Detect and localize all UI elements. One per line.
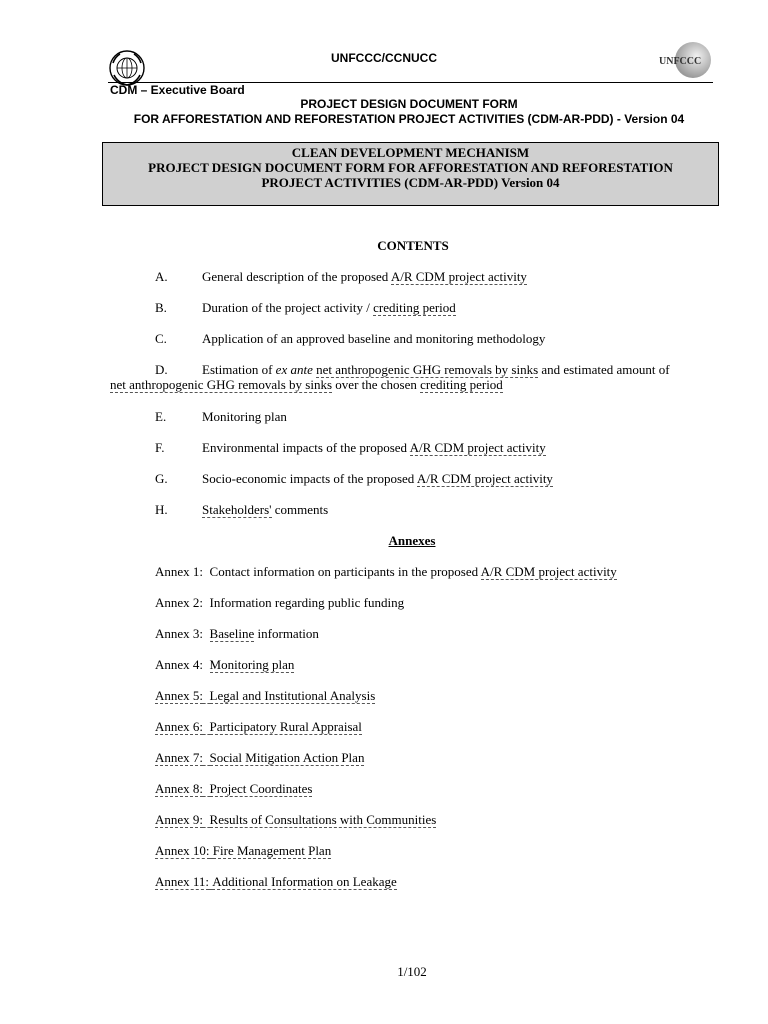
annex-item-10[interactable] <box>155 843 331 859</box>
toc-letter: E. <box>155 409 167 424</box>
contents-heading: CONTENTS <box>377 238 449 253</box>
annex-item-1[interactable]: Annex 1: Contact information on participants in the proposed A/R CDM project activity <box>155 564 617 579</box>
unfccc-globe-logo <box>655 40 715 80</box>
annex-item-2[interactable]: Annex 2: Information regarding public funding <box>155 595 405 610</box>
annex-item-5[interactable] <box>155 688 375 704</box>
unfccc-logo-text: UNFCCC <box>659 56 702 67</box>
annex-item-11[interactable] <box>155 874 397 890</box>
header-org: UNFCCC/CCNUCC <box>331 51 437 65</box>
page-number: 1/102 <box>397 964 427 979</box>
annex-link[interactable]: Fire Management Plan <box>212 843 332 858</box>
annex-label: Annex 6: <box>155 719 204 734</box>
toc-link[interactable]: crediting period <box>420 377 503 392</box>
toc-link[interactable]: A/R CDM project activity <box>416 471 553 486</box>
annex-link[interactable]: A/R CDM project activity <box>480 564 617 579</box>
toc-link[interactable]: net anthropogenic GHG removals by sinks <box>316 362 539 377</box>
annex-link[interactable]: Additional Information on Leakage <box>212 874 397 889</box>
annex-label: Annex 2: <box>155 595 204 610</box>
toc-link[interactable]: crediting period <box>373 300 456 315</box>
annex-link[interactable]: Project Coordinates <box>209 781 313 796</box>
annex-label: Annex 10: <box>155 843 210 858</box>
annex-link[interactable]: Legal and Institutional Analysis <box>209 688 376 703</box>
toc-letter: D. <box>155 362 168 377</box>
annex-label: Annex 7: <box>155 750 204 765</box>
ex-ante-term: ex ante <box>275 362 313 377</box>
annex-label: Annex 4: <box>155 657 204 672</box>
annex-label: Annex 1: <box>155 564 204 579</box>
toc-link[interactable]: net anthropogenic GHG removals by sinks <box>110 377 333 392</box>
annex-item-3[interactable]: Annex 3: Baseline information <box>155 626 319 641</box>
toc-item-d-line2[interactable]: net anthropogenic GHG removals by sinks over the chosen crediting period <box>110 377 503 392</box>
toc-letter: H. <box>155 502 168 517</box>
header-form-subtitle: FOR AFFORESTATION AND REFORESTATION PROJECT ACTIVITIES (CDM-AR-PDD) - Version 04 <box>133 112 685 126</box>
annex-item-6[interactable] <box>155 719 362 735</box>
header-board: CDM – Executive Board <box>110 83 245 97</box>
title-line-3: PROJECT ACTIVITIES (CDM-AR-PDD) Version 04 <box>261 175 560 190</box>
annex-item-4[interactable] <box>155 657 294 673</box>
annex-item-8[interactable] <box>155 781 312 797</box>
annex-link[interactable]: Social Mitigation Action Plan <box>209 750 365 765</box>
toc-link[interactable]: A/R CDM project activity <box>390 269 527 284</box>
annex-label: Annex 3: <box>155 626 204 641</box>
annex-link[interactable]: Participatory Rural Appraisal <box>209 719 362 734</box>
header-form-title: PROJECT DESIGN DOCUMENT FORM <box>300 97 518 111</box>
annex-item-7[interactable] <box>155 750 364 766</box>
annex-item-9[interactable] <box>155 812 436 828</box>
title-box <box>102 142 719 206</box>
title-line-1: CLEAN DEVELOPMENT MECHANISM <box>291 145 530 160</box>
toc-link[interactable]: Stakeholders' <box>202 502 272 517</box>
toc-letter: A. <box>155 269 168 284</box>
annex-link[interactable]: Monitoring plan <box>209 657 295 672</box>
toc-letter: B. <box>155 300 167 315</box>
toc-letter: G. <box>155 471 168 486</box>
annex-label: Annex 9: <box>155 812 204 827</box>
annex-label: Annex 8: <box>155 781 204 796</box>
toc-link[interactable]: A/R CDM project activity <box>409 440 546 455</box>
toc-letter: F. <box>155 440 165 455</box>
annex-link[interactable]: Results of Consultations with Communities <box>209 812 437 827</box>
title-line-2: PROJECT DESIGN DOCUMENT FORM FOR AFFORESTATION AND REFORESTATION <box>148 160 673 175</box>
toc-letter: C. <box>155 331 167 346</box>
annex-link[interactable]: Baseline <box>209 626 255 641</box>
annex-label: Annex 5: <box>155 688 204 703</box>
annex-label: Annex 11: <box>155 874 210 889</box>
annexes-heading: Annexes <box>388 533 436 548</box>
